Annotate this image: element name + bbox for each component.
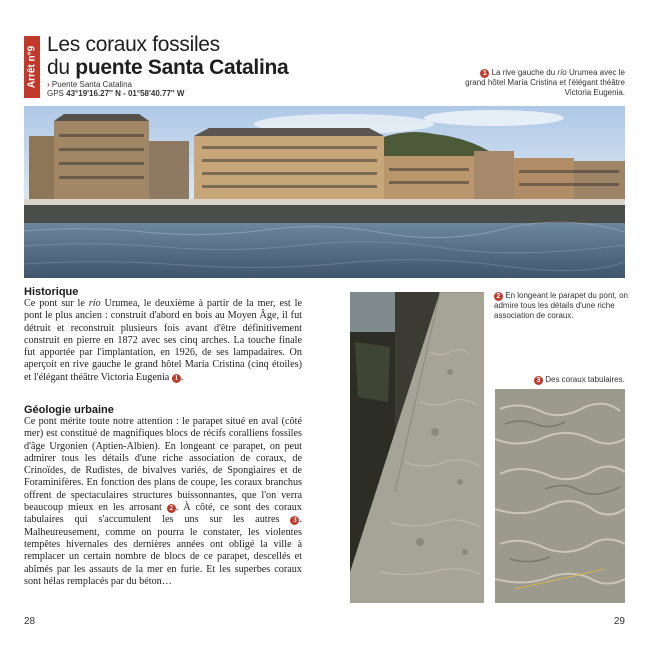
stop-badge <box>24 36 40 98</box>
marker-1-icon: 1 <box>480 69 489 78</box>
gps-line: GPS 43°19'16.27'' N - 01°58'40.77'' W <box>47 89 185 98</box>
geologie-heading: Géologie urbaine <box>24 404 114 416</box>
page-number-right: 29 <box>613 616 625 627</box>
marker-1-icon: 1 <box>172 374 181 383</box>
page-number-left: 28 <box>24 616 36 627</box>
marker-3-icon: 3 <box>534 376 543 385</box>
gps-coordinates: 43°19'16.27'' N - 01°58'40.77'' W <box>66 89 185 98</box>
arrow-icon: › <box>47 80 50 89</box>
marker-3-icon: 3 <box>290 516 299 525</box>
caption-2: 2 En longeant le parapet du pont, on admire tous les détails d'une riche association de coraux. <box>494 291 628 320</box>
historique-heading: Historique <box>24 286 79 298</box>
location-line: › Puente Santa Catalina <box>47 80 132 89</box>
page-title-line1: Les coraux fossiles <box>47 33 220 56</box>
tabular-corals-photo <box>495 389 625 603</box>
stop-badge-label: Arrêt n°9 <box>26 45 38 89</box>
caption-1: 1 La rive gauche du río Urumea avec le grand hôtel María Cristina et l'élégant théâtre Victoria Eugenia. <box>465 68 625 97</box>
geologie-paragraph: Ce pont mérite toute notre attention : le parapet situé en aval (côté mer) est constitué de magnifiques blocs de récifs coralliens fossiles d'âge Urgonien (Aptien-Albien). En longeant ce parapet, on peut admirer tous les détails d'une riche association de coraux, de Crinoïdes, de Rudistes, de bivalves variés, de Spongiaires et de Foraminifères. En fonction des plans de coupe, les coraux branchus offrent de spectaculaires structures buissonnantes, que l'on verra beaucoup mieux en les arrosant 2 . À côté, ce sont des coraux tabulaires qui s'accumulent les uns sur les autres 3 . Malheureusement, comme on pourra le constater, les violentes tempêtes hivernales des dernières années ont obligé la ville à remplacer un certain nombre de blocs de ce parapet, descellés et abîmés par les assauts de la mer en furie. Et les superbes coraux sont hélas remplacés par du béton… <box>24 416 302 587</box>
marker-2-icon: 2 <box>167 504 176 513</box>
parapet-photo <box>350 292 484 603</box>
panorama-photo <box>24 106 625 278</box>
title-bold: puente Santa Catalina <box>75 56 289 79</box>
page-title-line2: du puente Santa Catalina <box>47 56 289 79</box>
historique-paragraph: Ce pont sur le río Urumea, le deuxième à partir de la mer, est le pont le plus ancien : construit d'abord en bois au Moyen Âge, il fut détruit et reconstruit plusieurs fois avant d'être définitivement construit en pierre en 1872 avec ses cinq arches. La touche finale fut apportée par l'implantation, en 1926, de ses lampadaires. On aperçoit en rive gauche le grand hôtel María Cristina (cinq étoiles) et l'élégant théâtre Victoria Eugenia 1 . <box>24 298 302 383</box>
caption-3: 3 Des coraux tabulaires. <box>534 375 625 385</box>
marker-2-icon: 2 <box>494 292 503 301</box>
